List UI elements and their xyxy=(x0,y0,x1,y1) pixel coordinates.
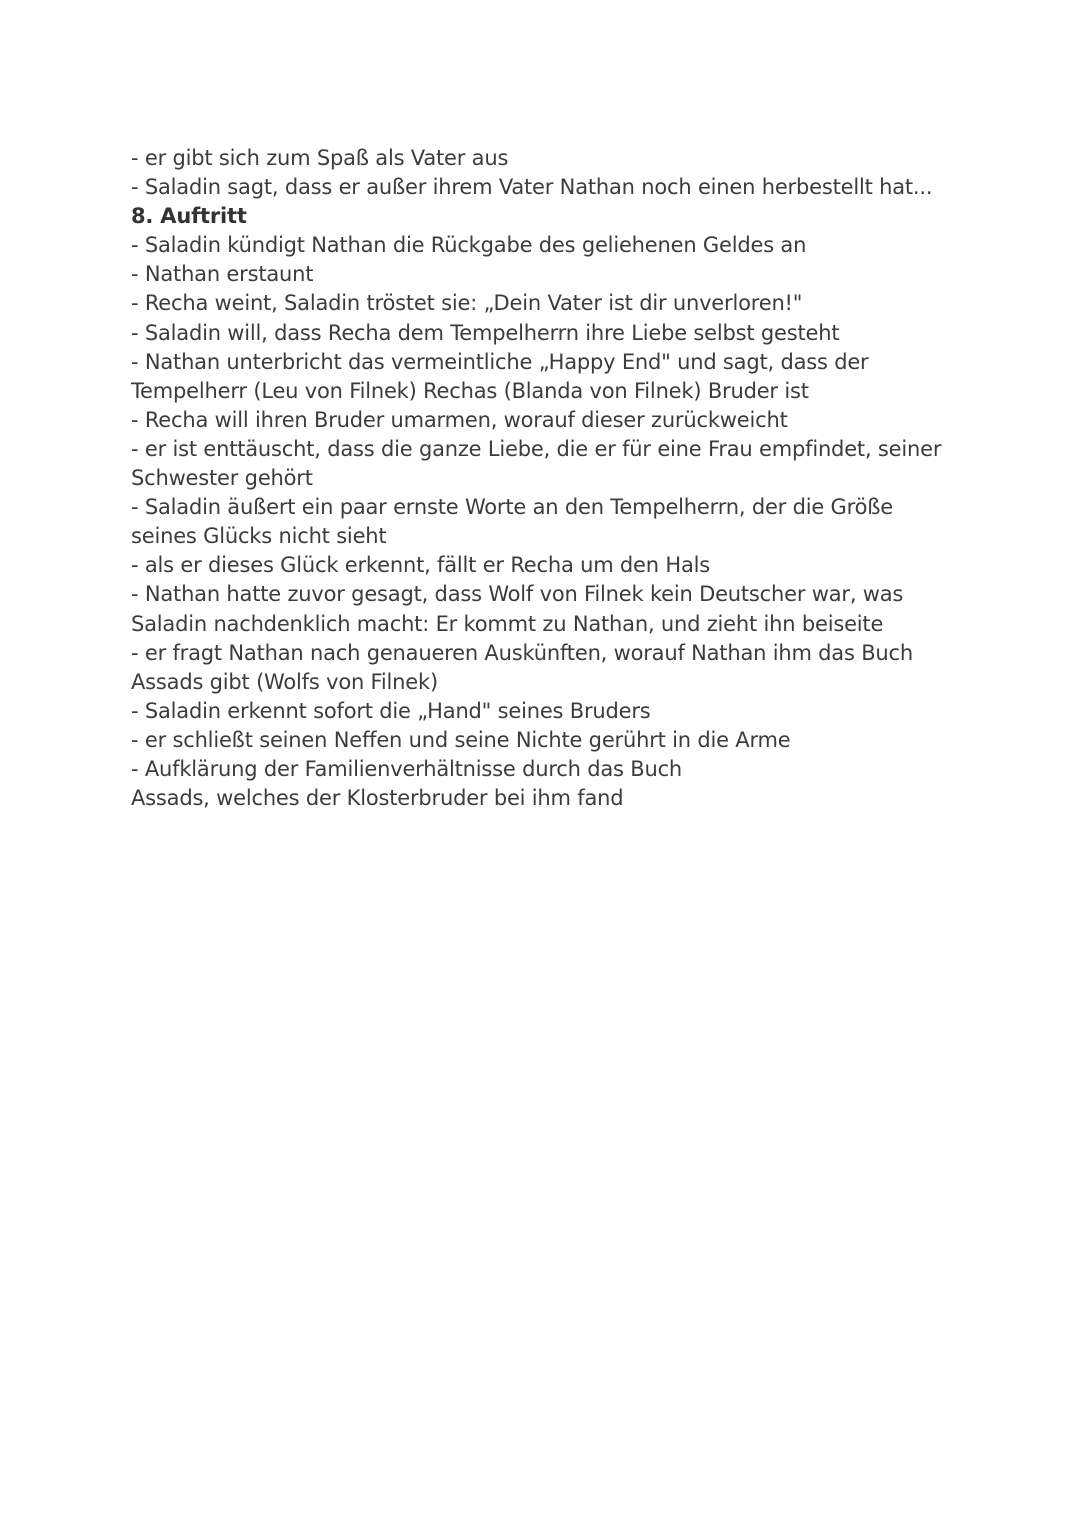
text-line: - Nathan unterbricht das vermeintliche „Happy End" und sagt, dass der xyxy=(131,349,869,374)
text-line: - Saladin sagt, dass er außer ihrem Vater Nathan noch einen herbestellt hat... xyxy=(131,175,933,200)
text-line: Assads, welches der Klosterbruder bei ihm fand xyxy=(131,786,624,811)
text-line: Assads gibt (Wolfs von Filnek) xyxy=(131,669,438,694)
text-line: Schwester gehört xyxy=(131,466,313,491)
text-line: - als er dieses Glück erkennt, fällt er Recha um den Hals xyxy=(131,553,710,578)
text-line: - Recha will ihren Bruder umarmen, worauf dieser zurückweicht xyxy=(131,407,788,432)
text-line: - Recha weint, Saladin tröstet sie: „Dein Vater ist dir unverloren!" xyxy=(131,291,803,316)
text-line: - Nathan hatte zuvor gesagt, dass Wolf von Filnek kein Deutscher war, was xyxy=(131,582,904,607)
text-line: - er schließt seinen Neffen und seine Nichte gerührt in die Arme xyxy=(131,727,791,752)
text-line: - Aufklärung der Familienverhältnisse durch das Buch xyxy=(131,756,683,781)
text-line: - er ist enttäuscht, dass die ganze Liebe, die er für eine Frau empfindet, seiner xyxy=(131,436,942,461)
text-line: Tempelherr (Leu von Filnek) Rechas (Blanda von Filnek) Bruder ist xyxy=(131,378,809,403)
text-line: Saladin nachdenklich macht: Er kommt zu Nathan, und zieht ihn beiseite xyxy=(131,611,884,636)
section-heading: 8. Auftritt xyxy=(131,204,247,229)
text-line: - Nathan erstaunt xyxy=(131,262,314,287)
text-line: - Saladin äußert ein paar ernste Worte an den Tempelherrn, der die Größe xyxy=(131,495,893,520)
text-line: - er fragt Nathan nach genaueren Auskünften, worauf Nathan ihm das Buch xyxy=(131,640,913,665)
text-line: - Saladin kündigt Nathan die Rückgabe des geliehenen Geldes an xyxy=(131,233,807,258)
text-line: - Saladin erkennt sofort die „Hand" seines Bruders xyxy=(131,698,651,723)
text-line: seines Glücks nicht sieht xyxy=(131,524,387,549)
text-line: - er gibt sich zum Spaß als Vater aus xyxy=(131,146,509,170)
document-page xyxy=(131,144,961,813)
text-line: - Saladin will, dass Recha dem Tempelherrn ihre Liebe selbst gesteht xyxy=(131,320,840,345)
